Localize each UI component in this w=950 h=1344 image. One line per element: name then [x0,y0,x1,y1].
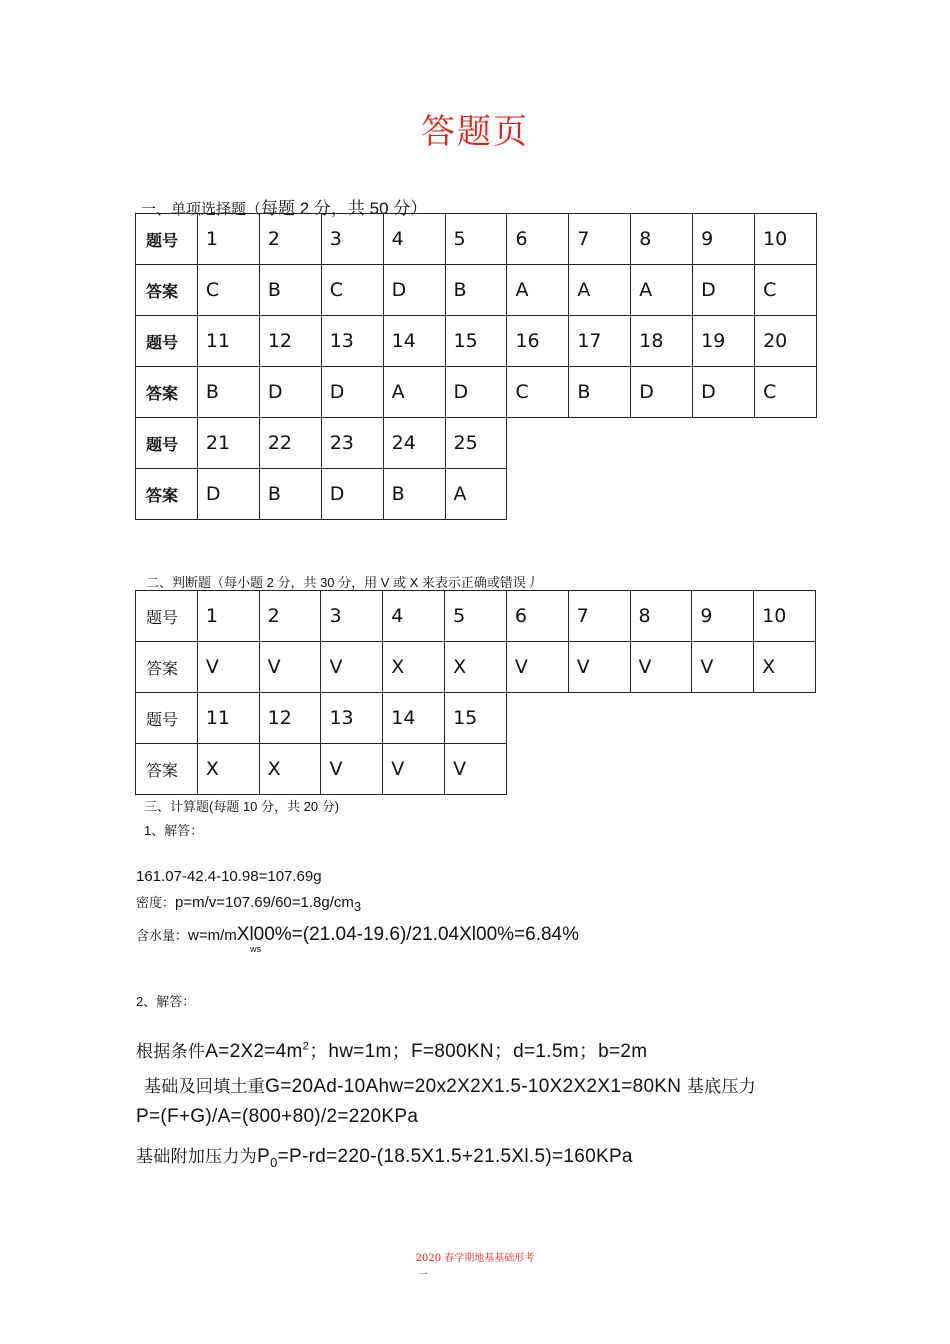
table-cell: V [259,642,321,693]
empty-cell [630,693,692,744]
row-header-cell: 题号 [136,316,198,367]
table-cell: X [197,744,259,795]
q2-line1-label: 根据条件 [136,1042,206,1062]
table-cell: B [259,265,321,316]
table-cell: C [197,265,259,316]
table-cell: 6 [507,214,569,265]
mc-answer-table [135,213,817,520]
table-cell: 3 [321,214,383,265]
table-cell: 21 [197,418,259,469]
q2-line2-a: G=20Ad-10Ahw=20x2X2X1.5-10X2X2X1=80KN [265,1076,682,1097]
table-cell: V [197,642,259,693]
table-cell: 8 [630,591,692,642]
empty-cell [692,744,754,795]
section3-heading: 三、计算题(每题 10 分，共 20 分) [144,799,340,814]
q1-line2-value: p=m/v=107.69/60=1.8g/cm [175,894,354,911]
table-cell: 8 [631,214,693,265]
q2-label: 2、解答： [136,994,196,1009]
table-cell: 1 [197,214,259,265]
q2-line4-b: =P-rd=220-(18.5X1.5+21.5Xl.5)=160KPa [277,1146,633,1167]
q1-line3 [136,924,579,946]
table-row [136,214,817,265]
footer-mark: 一 [418,1270,428,1281]
q2-line4-label: 基础附加压力为 [136,1147,258,1167]
table-cell: C [755,265,817,316]
q2-line2-b: 基底压力 [686,1077,757,1097]
q1-line1: 161.07-42.4-10.98=107.69g [136,868,322,885]
tf-answer-table [135,590,816,795]
table-cell: A [507,265,569,316]
row-header-cell: 答案 [136,744,198,795]
q2-line4-a: P [257,1146,271,1167]
table-cell: 6 [506,591,568,642]
table-cell: D [259,367,321,418]
empty-cell [507,469,569,520]
row-header-cell: 题号 [136,591,198,642]
table-cell: 10 [754,591,816,642]
table-cell: V [383,744,445,795]
table-cell: 12 [259,693,321,744]
table-cell: 13 [321,693,383,744]
table-cell: D [693,265,755,316]
table-cell: 13 [321,316,383,367]
empty-cell [507,418,569,469]
table-cell: 16 [507,316,569,367]
table-cell: V [692,642,754,693]
table-cell: 1 [197,591,259,642]
table-cell: 10 [755,214,817,265]
q2-line1-sup: 2 [302,1040,310,1053]
q1-line3-label: 含水量： [136,928,189,943]
table-cell: B [259,469,321,520]
empty-cell [631,469,693,520]
row-header-cell: 答案 [136,265,198,316]
table-cell: D [197,469,259,520]
table-cell: A [569,265,631,316]
table-row [136,316,817,367]
empty-cell [506,744,568,795]
empty-cell [568,693,630,744]
empty-cell [692,693,754,744]
q1-line2 [136,892,361,914]
q1-line2-label: 密度： [136,895,176,910]
table-cell: C [321,265,383,316]
table-cell: 11 [197,693,259,744]
table-cell: 3 [321,591,383,642]
q2-line1 [136,1036,647,1063]
empty-cell [569,418,631,469]
table-cell: 7 [569,214,631,265]
table-cell: B [197,367,259,418]
table-cell: X [259,744,321,795]
section1-heading-bold: 每题 2 分，共 50 分） [261,199,428,218]
q2-line2-label: 基础及回填土重 [144,1077,266,1097]
table-cell: 2 [259,591,321,642]
table-cell: 22 [259,418,321,469]
q1-label: 1、解答： [144,823,204,838]
empty-cell [630,744,692,795]
table-cell: C [507,367,569,418]
table-cell: V [445,744,507,795]
table-cell: V [568,642,630,693]
table-cell: 25 [445,418,507,469]
q1-line3-b: Xl00%=(21.04-19.6)/21.04Xl00%=6.84% [236,924,580,945]
table-cell: 18 [631,316,693,367]
table-row [136,642,816,693]
table-cell: 9 [693,214,755,265]
table-cell: 2 [259,214,321,265]
table-cell: D [693,367,755,418]
table-cell: A [631,265,693,316]
table-cell: A [445,469,507,520]
table-cell: B [569,367,631,418]
q1-line3-a: w=m/m [188,927,237,944]
row-header-cell: 题号 [136,214,198,265]
table-cell: D [321,469,383,520]
table-cell: 23 [321,418,383,469]
table-cell: 5 [445,214,507,265]
table-cell: D [445,367,507,418]
row-header-cell: 题号 [136,693,198,744]
table-row [136,591,816,642]
section1-heading-text: 一、单项选择题（ [141,201,262,218]
empty-cell [569,469,631,520]
table-cell: C [755,367,817,418]
footer-text: 2020 春学期地基基础形考 [415,1253,535,1264]
q1-line3-sub: ws [250,944,261,954]
table-cell: 4 [383,214,445,265]
table-cell: X [754,642,816,693]
table-cell: 24 [383,418,445,469]
table-cell: 14 [383,316,445,367]
table-cell: 15 [445,316,507,367]
table-row [136,265,817,316]
table-row [136,418,817,469]
page-title: 答题页 [421,112,529,152]
table-cell: X [445,642,507,693]
table-cell: 5 [445,591,507,642]
row-header-cell: 题号 [136,418,198,469]
table-row [136,693,816,744]
table-cell: D [631,367,693,418]
table-cell: 15 [445,693,507,744]
table-cell: V [321,642,383,693]
row-header-cell: 答案 [136,469,198,520]
table-cell: X [383,642,445,693]
empty-cell [693,418,755,469]
empty-cell [568,744,630,795]
table-cell: B [445,265,507,316]
q2-line1-b: ；hw=1m；F=800KN；d=1.5m；b=2m [309,1041,648,1062]
q2-line3: P=(F+G)/A=(800+80)/2=220KPa [136,1106,419,1127]
table-row [136,367,817,418]
empty-cell [506,693,568,744]
table-cell: 11 [197,316,259,367]
empty-cell [631,418,693,469]
table-cell: V [321,744,383,795]
q2-line1-a: A=2X2=4m [205,1041,303,1062]
empty-cell [755,469,817,520]
table-cell: 19 [693,316,755,367]
table-row [136,469,817,520]
section2-heading: 二、判断题（每小题 2 分，共 30 分，用 V 或 X 来表示正确或错误丿 [146,575,539,590]
row-header-cell: 答案 [136,642,198,693]
empty-cell [754,744,816,795]
table-cell: 7 [568,591,630,642]
table-cell: V [630,642,692,693]
q2-line2 [144,1072,756,1098]
table-cell: A [383,367,445,418]
table-cell: 9 [692,591,754,642]
q2-line4 [136,1142,633,1170]
q2-line4-sub: 0 [270,1154,278,1170]
table-cell: D [321,367,383,418]
table-cell: 17 [569,316,631,367]
table-cell: V [506,642,568,693]
empty-cell [693,469,755,520]
row-header-cell: 答案 [136,367,198,418]
q1-line2-sub: 3 [353,899,362,914]
empty-cell [754,693,816,744]
table-cell: 4 [383,591,445,642]
table-cell: 14 [383,693,445,744]
empty-cell [755,418,817,469]
table-cell: B [383,469,445,520]
table-cell: 12 [259,316,321,367]
table-cell: D [383,265,445,316]
table-row [136,744,816,795]
table-cell: 20 [755,316,817,367]
